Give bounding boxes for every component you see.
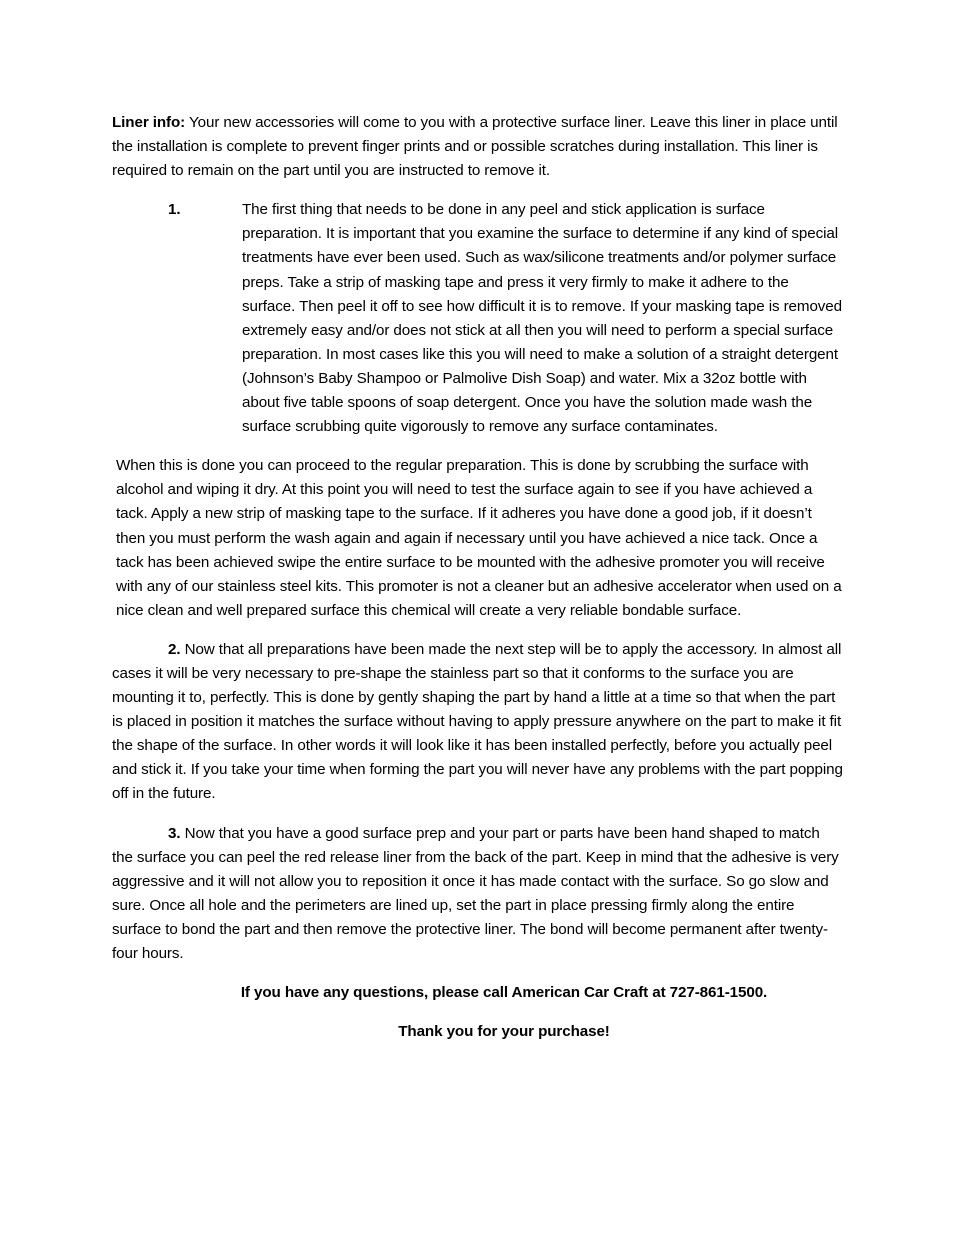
step-2-text: Now that all preparations have been made the next step will be to apply the accessory. In almost all cases it will be very necessary to pre-shape the stainless part so that it conforms to the surface you are mounting it to, perfectly. This is done by gently shaping the part by hand a little at a time so that when the part is placed in position it matches the surface without having to apply pressure anywhere on the part to make it fit the shape of the surface. In other words it will look like it has been installed perfectly, before you actually peel and stick it. If you take your time when forming the part you will never have any problems with the part popping off in the future.	[112, 640, 843, 803]
liner-info-text: Your new accessories will come to you with a protective surface liner. Leave this liner in place until the installation is complete to prevent finger prints and or possible scratches during installation. This liner is required to remain on the part until you are instructed to remove it.	[112, 114, 838, 180]
liner-info-paragraph	[112, 111, 844, 183]
thank-you-line: Thank you for your purchase!	[398, 1023, 610, 1041]
step-3-text: Now that you have a good surface prep and your part or parts have been hand shaped to match the surface you can peel the red release liner from the back of the part. Keep in mind that the adhesive is very aggressive and it will not allow you to reposition it once it has made contact with the surface. So go slow and sure. Once all hole and the perimeters are lined up, set the part in place pressing firmly along the entire surface to bond the part and then remove the protective liner. The bond will become permanent after twenty-four hours.	[112, 824, 839, 962]
document-page	[112, 111, 844, 1059]
step-2-paragraph	[112, 638, 844, 807]
step-3-number: 3.	[168, 824, 181, 842]
step-1-item	[112, 198, 844, 439]
regular-preparation-paragraph: When this is done you can proceed to the regular preparation. This is done by scrubbing the surface with alcohol and wiping it dry. At this point you will need to test the surface again to see if you have achieved a tack. Apply a new strip of masking tape to the surface. If it adheres you have done a good job, if it doesn’t then you must perform the wash again and again if necessary until you have achieved a nice tack. Once a tack has been achieved swipe the entire surface to be mounted with the adhesive promoter you will receive with any of our stainless steel kits. This promoter is not a cleaner but an adhesive accelerator when used on a nice clean and well prepared surface this chemical will create a very reliable bondable surface.	[116, 457, 842, 619]
step-1-text: The first thing that needs to be done in any peel and stick application is surface preparation. It is important that you examine the surface to determine if any kind of special treatments have ever been used. Such as wax/silicone treatments and/or polymer surface preps. Take a strip of masking tape and press it very firmly to make it adhere to the surface. Then peel it off to see how difficult it is to remove. If your masking tape is removed extremely easy and/or does not stick at all then you will need to perform a special surface preparation. In most cases like this you will need to make a solution of a straight detergent (Johnson’s Baby Shampoo or Palmolive Dish Soap) and water. Mix a 32oz bottle with about five table spoons of soap detergent. Once you have the solution made wash the surface scrubbing quite vigorously to remove any surface contaminates.	[242, 201, 842, 436]
step-1-number: 1.	[168, 201, 181, 219]
step-2-number: 2.	[168, 640, 181, 658]
step-3-paragraph	[112, 822, 844, 967]
contact-line: If you have any questions, please call American Car Craft at 727-861-1500.	[240, 984, 768, 1002]
liner-info-label: Liner info:	[112, 114, 186, 131]
